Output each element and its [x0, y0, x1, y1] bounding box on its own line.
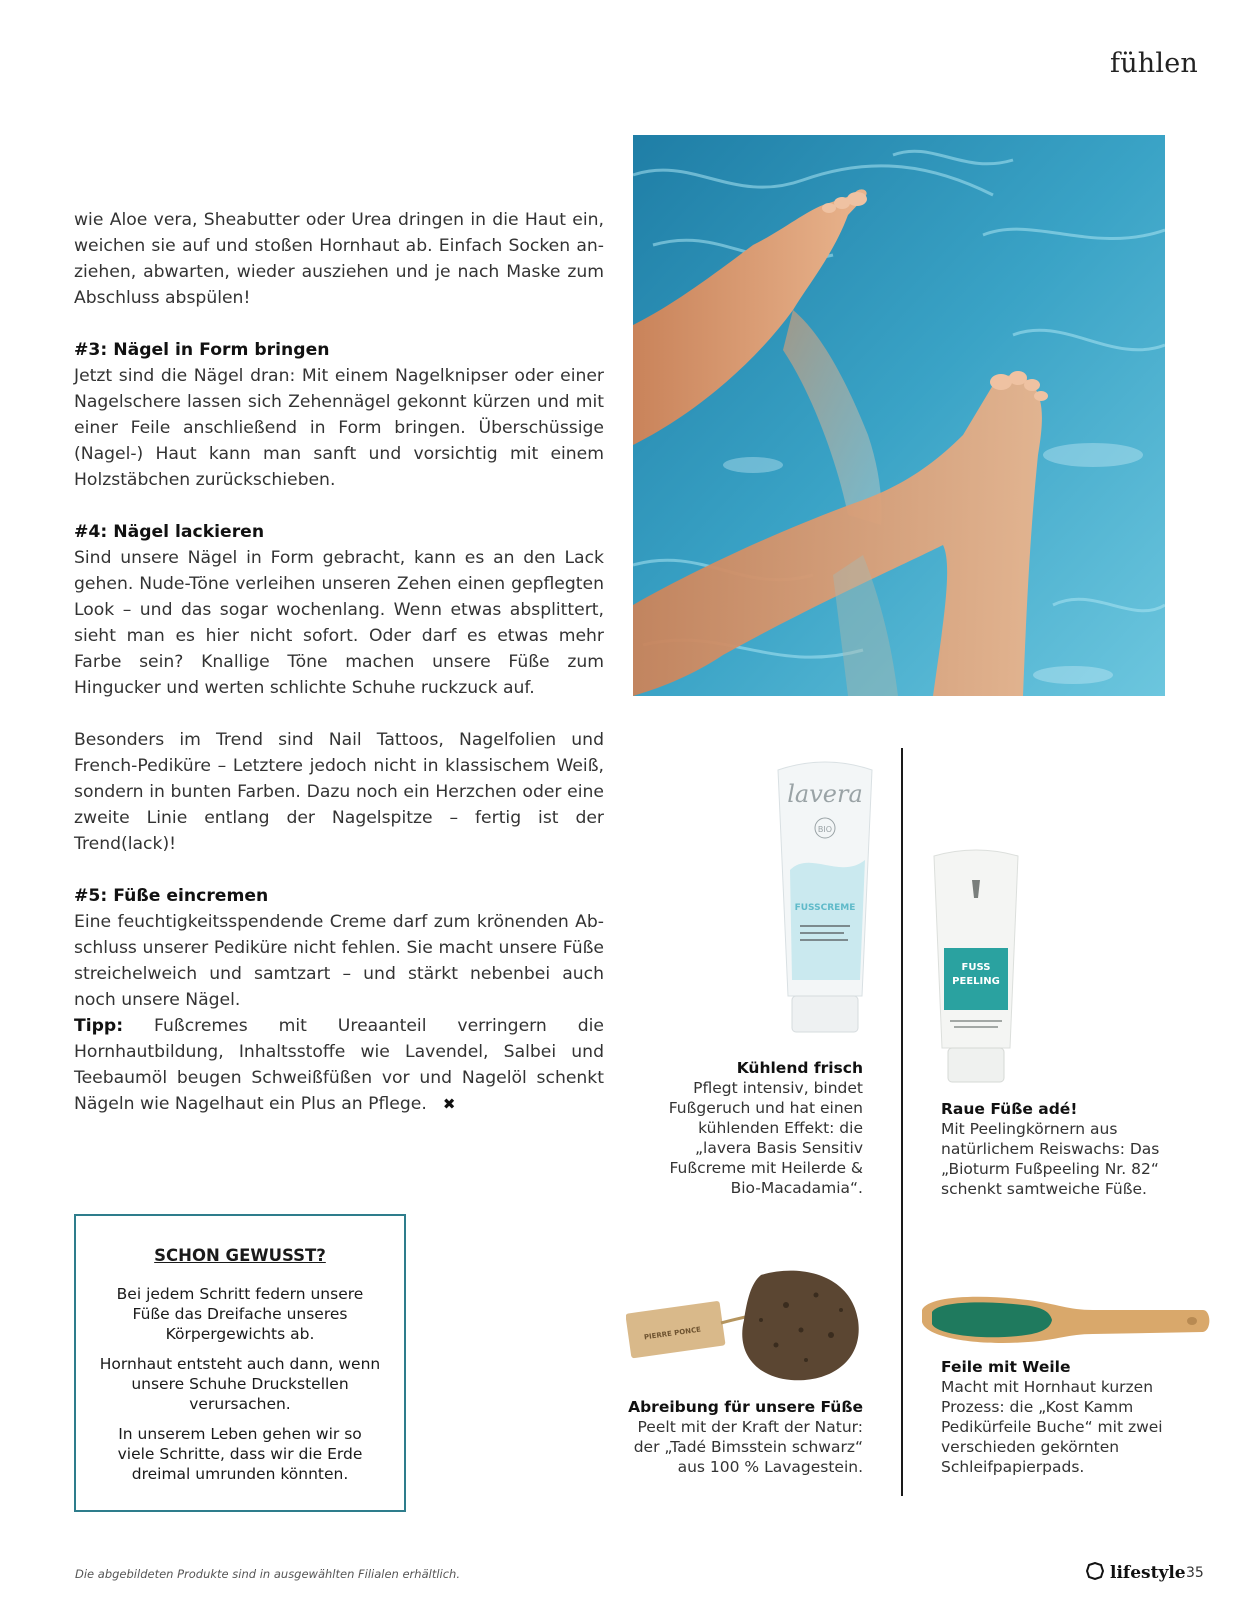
end-mark-icon: ✖: [442, 1095, 456, 1113]
product-title: Kühlend frisch: [736, 1059, 863, 1077]
tip-text: Fußcremes mit Ureaanteil verringern die Hornhautbildung, Inhaltsstoffe wie Lavendel, Salbei und Teebaumöl beugen Schweißfüßen vor und Nagelöl schenkt Nägeln wie Nagelhaut ein Plus an Pflege.: [74, 1016, 604, 1114]
intro-paragraph: wie Aloe vera, Sheabutter oder Urea dringen in die Haut ein, weichen sie auf und stoßen Hornhaut ab. Einfach Socken anziehen, abwarten, wieder ausziehen und je nach Maske zum Abschluss abspülen!: [74, 210, 604, 308]
hero-photo-feet-in-water: [633, 135, 1165, 696]
product-caption-foot-cream: [640, 1058, 863, 1198]
step3-heading: #3: Nägel in Form bringen: [74, 340, 330, 360]
step5-paragraph: Eine feuchtigkeitsspendende Creme darf zum krönenden Abschluss unserer Pediküre nicht fehlen. Sie macht unsere Füße streichelweich und samtzart – und stärkt nebenbei auch noch unsere Nägel.: [74, 912, 604, 1010]
product-caption-foot-file: [941, 1357, 1181, 1477]
product-label-name: FUSS: [961, 962, 991, 973]
product-caption-pumice-stone: [620, 1397, 863, 1477]
product-title: Feile mit Weile: [941, 1358, 1071, 1376]
did-you-know-box: [74, 1214, 406, 1512]
section-title: fühlen: [1110, 48, 1198, 79]
step4-heading: #4: Nägel lackieren: [74, 522, 265, 542]
product-description: Macht mit Hornhaut kurzen Prozess: die „Kost Kamm Pedikürfeile Buche“ mit zwei verschieden gekörnten Schleifpapierpads.: [941, 1378, 1163, 1476]
product-description: Pflegt intensiv, bindet Fußgeruch und hat einen kühlenden Effekt: die „lavera Basis Sensitiv Fußcreme mit Heilerde & Bio-Macadamia“.: [668, 1079, 863, 1197]
product-title: Raue Füße adé!: [941, 1100, 1078, 1118]
product-image-foot-cream: [770, 760, 880, 1040]
step4-paragraph: Sind unsere Nägel in Form gebracht, kann es an den Lack gehen. Nude-Töne verleihen unseren Zehen einen gepflegten Look – und das sogar wochenlang. Wenn etwas absplittert, sieht man es hier nicht sofort. Oder darf es etwas mehr Farbe sein? Knallige Töne machen unsere Füße zum Hingucker und werten schlichte Schuhe ruckzuck auf.: [74, 548, 604, 698]
products-divider: [901, 748, 903, 1496]
info-box-title: SCHON GEWUSST?: [154, 1246, 326, 1265]
magazine-brand: [1086, 1562, 1186, 1584]
trend-paragraph: Besonders im Trend sind Nail Tattoos, Nagelfolien und French-Pediküre – Letztere jedoch nicht in klassischem Weiß, sondern in bunten Farben. Dazu noch ein Herzchen oder eine zweite Linie entlang der Nagelspitze – fertig ist der Trend(lack)!: [74, 730, 604, 854]
product-image-foot-file: [918, 1290, 1213, 1348]
product-image-foot-peeling: [928, 848, 1024, 1088]
tip-paragraph: [74, 1013, 604, 1117]
product-image-pumice-stone: [626, 1265, 876, 1390]
article-body: [74, 207, 604, 1117]
info-fact: Hornhaut entsteht auch dann, wenn unsere Schuhe Druckstellen verursachen.: [99, 1355, 381, 1413]
product-label-name: FUSSCREME: [794, 903, 856, 913]
tip-label: Tipp:: [74, 1016, 124, 1036]
product-label-tag: PIERRE PONCE: [643, 1325, 702, 1342]
availability-footnote: Die abgebildeten Produkte sind in ausgewählten Filialen erhältlich.: [75, 1567, 460, 1581]
product-title: Abreibung für unsere Füße: [628, 1398, 863, 1416]
product-label-name: PEELING: [952, 976, 1000, 987]
brand-logo-icon: [1086, 1562, 1104, 1584]
info-fact: In unserem Leben gehen wir so viele Schritte, dass wir die Erde dreimal umrunden könnten.: [117, 1425, 363, 1483]
info-fact: Bei jedem Schritt federn unsere Füße das Dreifache unseres Körpergewichts ab.: [116, 1285, 364, 1343]
page-number: 35: [1186, 1565, 1204, 1581]
product-description: Mit Peelingkörnern aus natürlichem Reiswachs: Das „Bioturm Fußpeeling Nr. 82“ schenkt samtweiche Füße.: [941, 1120, 1160, 1198]
step3-paragraph: Jetzt sind die Nägel dran: Mit einem Nagelknipser oder einer Nagelschere lassen sich Zehennägel gekonnt kürzen und mit einer Feile anschließend in Form bringen. Überschüssige (Nagel-) Haut kann man sanft und vorsichtig mit einem Holzstäbchen zurückschieben.: [74, 366, 604, 490]
step5-heading: #5: Füße eincremen: [74, 886, 269, 906]
product-description: Peelt mit der Kraft der Natur: der „Tadé Bimsstein schwarz“ aus 100 % Lavagestein.: [633, 1418, 863, 1476]
product-label-brand: lavera: [787, 780, 863, 808]
product-label-badge: BIO: [817, 825, 833, 834]
brand-name: lifestyle: [1110, 1563, 1186, 1583]
product-caption-foot-peeling: [941, 1099, 1181, 1199]
